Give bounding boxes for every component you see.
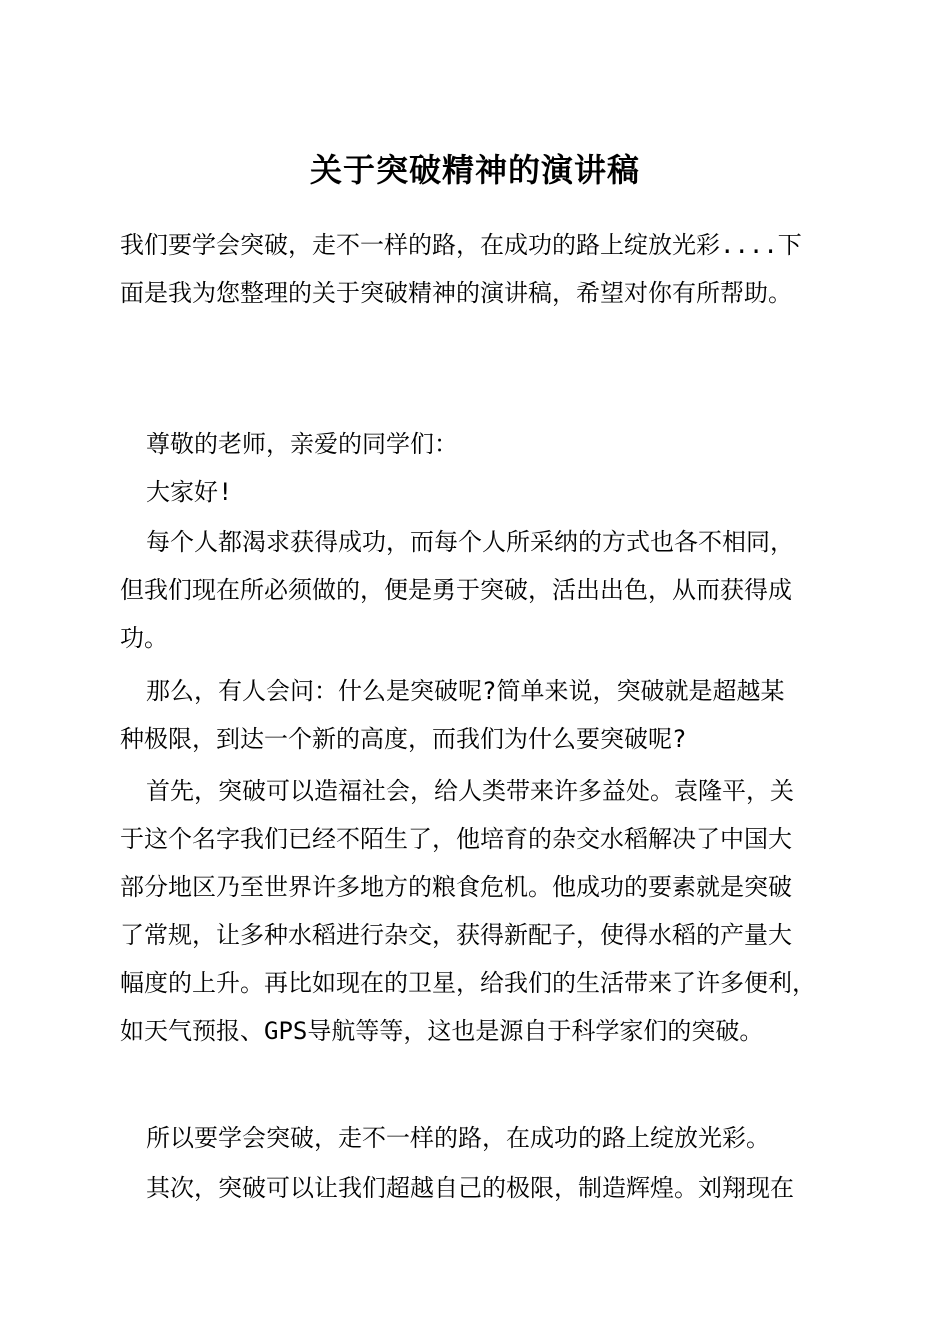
intro-paragraph (120, 221, 840, 317)
text-line: 所以要学会突破，走不一样的路，在成功的路上绽放光彩。 (146, 1124, 770, 1152)
text-line: 大家好! (146, 478, 233, 506)
text-line: 如天气预报、GPS导航等等，这也是源自于科学家们的突破。 (120, 1017, 764, 1045)
paragraph-5 (120, 1164, 840, 1212)
text-line: 我们要学会突破，走不一样的路，在成功的路上绽放光彩....下 (120, 231, 802, 259)
text-line: 其次，突破可以让我们超越自己的极限，制造辉煌。刘翔现在 (146, 1174, 794, 1202)
document-title: 关于突破精神的演讲稿 (309, 151, 640, 189)
text-line: 每个人都渴求获得成功，而每个人所采纳的方式也各不相同， (146, 528, 794, 556)
text-line: 首先，突破可以造福社会，给人类带来许多益处。袁隆平，关 (146, 777, 794, 805)
text-line: 于这个名字我们已经不陌生了，他培育的杂交水稻解决了中国大 (120, 825, 792, 853)
text-line: 但我们现在所必须做的，便是勇于突破，活出出色，从而获得成 (120, 576, 792, 604)
paragraph-1 (120, 518, 840, 662)
paragraph-3 (120, 767, 840, 1055)
text-line: 功。 (120, 624, 168, 652)
paragraph-2 (120, 667, 840, 763)
text-line: 种极限，到达一个新的高度，而我们为什么要突破呢? (120, 725, 687, 753)
paragraph-4 (120, 1114, 840, 1162)
text-line: 尊敬的老师，亲爱的同学们： (146, 430, 458, 458)
text-line: 了常规，让多种水稻进行杂交，获得新配子，使得水稻的产量大 (120, 921, 792, 949)
text-line: 那么，有人会问：什么是突破呢?简单来说，突破就是超越某 (146, 677, 785, 705)
hello-line (120, 468, 840, 516)
text-line: 部分地区乃至世界许多地方的粮食危机。他成功的要素就是突破 (120, 873, 792, 901)
greeting-line (120, 420, 840, 468)
text-line: 面是我为您整理的关于突破精神的演讲稿，希望对你有所帮助。 (120, 279, 792, 307)
text-line: 幅度的上升。再比如现在的卫星，给我们的生活带来了许多便利， (120, 969, 816, 997)
